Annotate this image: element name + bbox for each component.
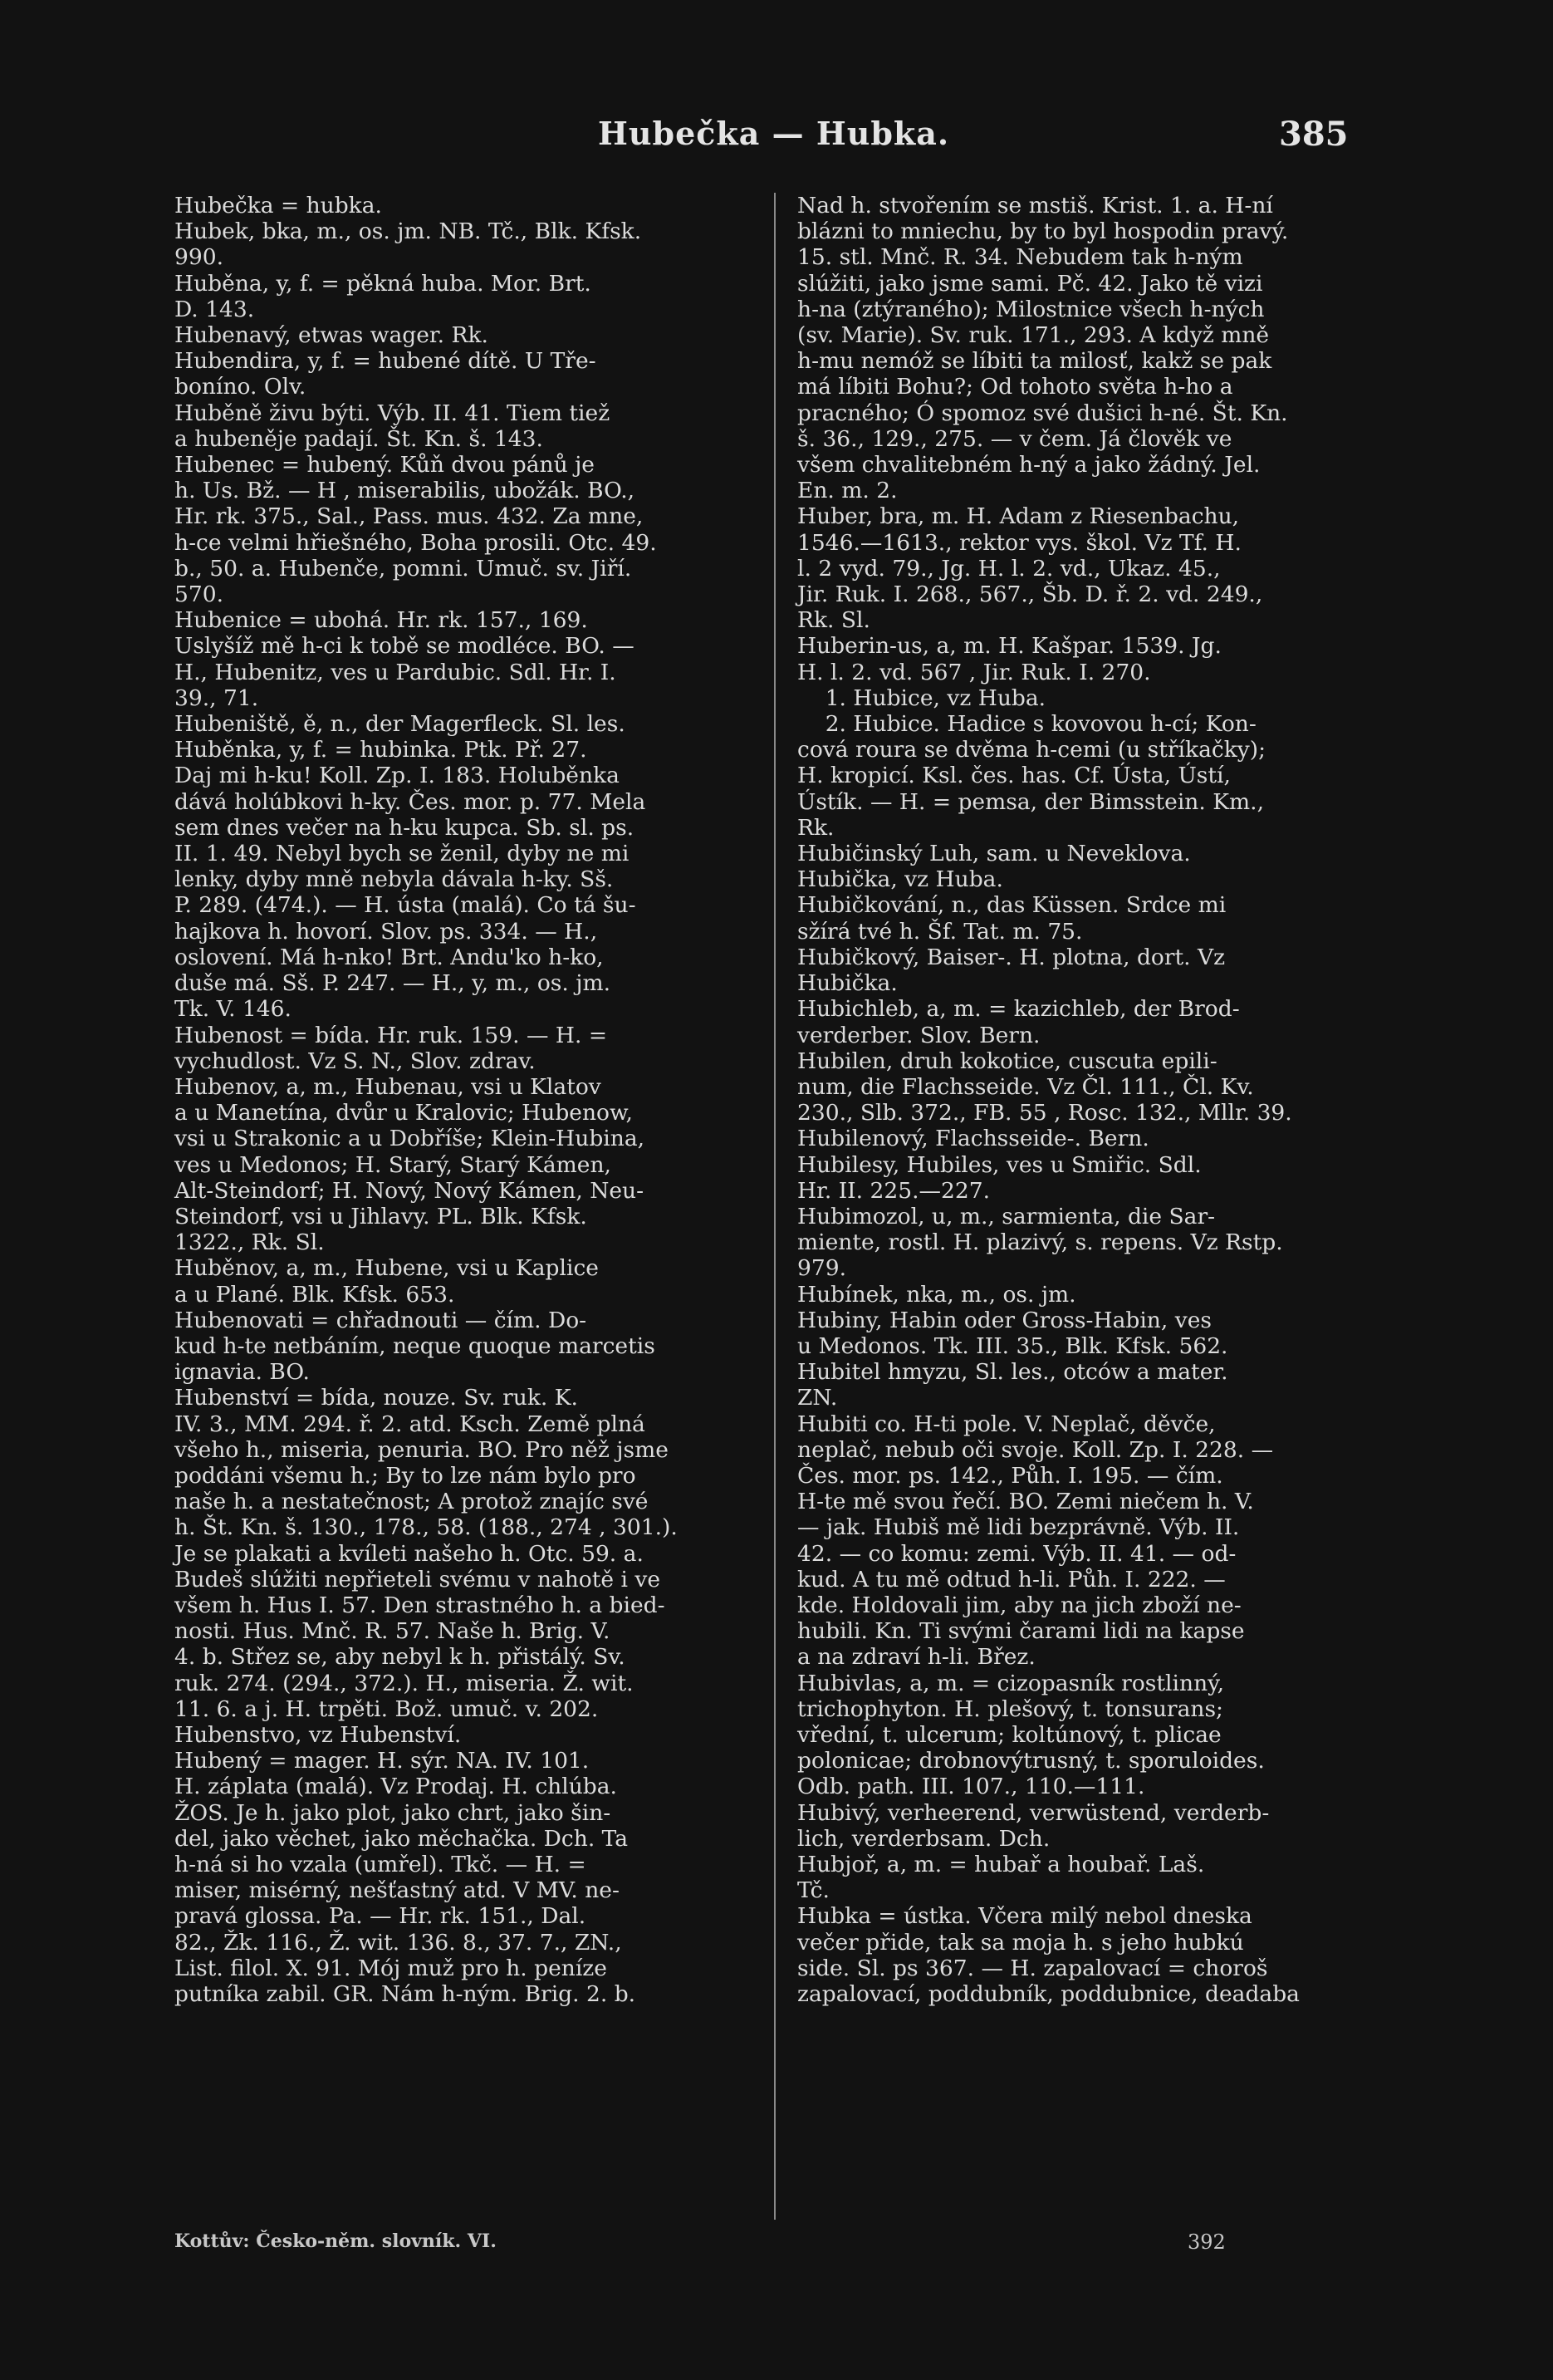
sheet-number: 392 bbox=[1188, 2230, 1226, 2254]
right-column bbox=[797, 193, 1362, 2007]
page-number: 385 bbox=[1279, 115, 1349, 154]
right-column-text: Nad h. stvořením se mstiš. Krist. 1. a. H-ní blázni to mniechu, by to byl hospodin pravý. 15. stl. Mnč. R. 34. Nebudem tak h-ným slúžiti, jako jsme sami. Pč. 42. Jako tě vizi h-na (ztýraného); Milostnice všech h-ných (sv. Marie). Sv. ruk. 171., 293. A když mně h-mu nemóž se líbiti ta milosť, kakž se pak má líbiti Bohu?; Od tohoto světa h-ho a pracného; Ó spomoz své dušici h-né. Št. Kn. š. 36., 129., 275. — v čem. Já člověk ve všem chvalitebném h-ný a jako žádný. Jel. En. m. 2. Huber, bra, m. H. Adam z Riesenbachu, 1546.—1613., rektor vys. škol. Vz Tf. H. l. 2 vyd. 79., Jg. H. l. 2. vd., Ukaz. 45., Jir. Ruk. I. 268., 567., Šb. D. ř. 2. vd. 249., Rk. Sl. Huberin-us, a, m. H. Kašpar. 1539. Jg. H. l. 2. vd. 567 , Jir. Ruk. I. 270. 1. Hubice, vz Huba. 2. Hubice. Hadice s kovovou h-cí; Kon- cová roura se dvěma h-cemi (u stříkačky); H. kropicí. Ksl. čes. has. Cf. Ústa, Ústí, Ústík. — H. = pemsa, der Bimsstein. Km., Rk. Hubičinský Luh, sam. u Neveklova. Hubička, vz Huba. Hubičkování, n., das Küssen. Srdce mi sžírá tvé h. Šf. Tat. m. 75. Hubičkový, Baiser-. H. plotna, dort. Vz Hubička. Hubichleb, a, m. = kazichleb, der Brod- verderber. Slov. Bern. Hubilen, druh kokotice, cuscuta epili- num, die Flachsseide. Vz Čl. 111., Čl. Kv. 230., Slb. 372., FB. 55 , Rosc. 132., Mllr. 39. Hubilenový, Flachsseide-. Bern. Hubilesy, Hubiles, ves u Smiřic. Sdl. Hr. II. 225.—227. Hubimozol, u, m., sarmienta, die Sar- miente, rostl. H. plazivý, s. repens. Vz Rstp. 979. Hubínek, nka, m., os. jm. Hubiny, Habin oder Gross-Habin, ves u Medonos. Tk. III. 35., Blk. Kfsk. 562. Hubitel hmyzu, Sl. les., otców a mater. ZN. Hubiti co. H-ti pole. V. Neplač, děvče, neplač, nebub oči svoje. Koll. Zp. I. 228. — Čes. mor. ps. 142., Půh. I. 195. — čím. H-te mě svou řečí. BO. Zemi niečem h. V. — jak. Hubiš mě lidi bezprávně. Výb. II. 42. — co komu: zemi. Výb. II. 41. — od- kud. A tu mě odtud h-li. Půh. I. 222. — kde. Holdovali jim, aby na jich zboží ne- hubili. Kn. Ti svými čarami lidi na kapse a na zdraví h-li. Břez. Hubivlas, a, m. = cizopasník rostlinný, trichophyton. H. plešový, t. tonsurans; vřední, t. ulcerum; koltúnový, t. plicae polonicae; drobnovýtrusný, t. sporuloides. Odb. path. III. 107., 110.—111. Hubivý, verheerend, verwüstend, verderb- lich, verderbsam. Dch. Hubjoř, a, m. = hubař a houbař. Laš. Tč. Hubka = ústka. Včera milý nebol dneska večer přide, tak sa moja h. s jeho hubkú side. Sl. ps 367. — H. zapalovací = choroš zapalovací, poddubník, poddubnice, deadaba bbox=[797, 193, 1300, 2008]
printer-signature: Kottův: Česko-něm. slovník. VI. bbox=[174, 2230, 497, 2252]
left-column bbox=[174, 193, 739, 2007]
left-column-text: Hubečka = hubka. Hubek, bka, m., os. jm. NB. Tč., Blk. Kfsk. 990. Huběna, y, f. = pěkná huba. Mor. Brt. D. 143. Hubenavý, etwas wager. Rk. Hubendira, y, f. = hubené dítě. U Tře- boníno. Olv. Huběně živu býti. Výb. II. 41. Tiem tiež a hubeněje padají. Št. Kn. š. 143. Hubenec = hubený. Kůň dvou pánů je h. Us. Bž. — H , miserabilis, ubožák. BO., Hr. rk. 375., Sal., Pass. mus. 432. Za mne, h-ce velmi hřiešného, Boha prosili. Otc. 49. b., 50. a. Hubenče, pomni. Umuč. sv. Jiří. 570. Hubenice = ubohá. Hr. rk. 157., 169. Uslyšíž mě h-ci k tobě se modléce. BO. — H., Hubenitz, ves u Pardubic. Sdl. Hr. I. 39., 71. Hubeniště, ě, n., der Magerfleck. Sl. les. Huběnka, y, f. = hubinka. Ptk. Př. 27. Daj mi h-ku! Koll. Zp. I. 183. Holuběnka dává holúbkovi h-ky. Čes. mor. p. 77. Mela sem dnes večer na h-ku kupca. Sb. sl. ps. II. 1. 49. Nebyl bych se ženil, dyby ne mi lenky, dyby mně nebyla dávala h-ky. Sš. P. 289. (474.). — H. ústa (malá). Co tá šu- hajkova h. hovorí. Slov. ps. 334. — H., oslovení. Má h-nko! Brt. Andu'ko h-ko, duše má. Sš. P. 247. — H., y, m., os. jm. Tk. V. 146. Hubenost = bída. Hr. ruk. 159. — H. = vychudlost. Vz S. N., Slov. zdrav. Hubenov, a, m., Hubenau, vsi u Klatov a u Manetína, dvůr u Kralovic; Hubenow, vsi u Strakonic a u Dobříše; Klein-Hubina, ves u Medonos; H. Starý, Starý Kámen, Alt-Steindorf; H. Nový, Nový Kámen, Neu- Steindorf, vsi u Jihlavy. PL. Blk. Kfsk. 1322., Rk. Sl. Huběnov, a, m., Hubene, vsi u Kaplice a u Plané. Blk. Kfsk. 653. Hubenovati = chřadnouti — čím. Do- kud h-te netbáním, neque quoque marcetis ignavia. BO. Hubenství = bída, nouze. Sv. ruk. K. IV. 3., MM. 294. ř. 2. atd. Ksch. Země plná všeho h., miseria, penuria. BO. Pro něž jsme poddáni všemu h.; By to lze nám bylo pro naše h. a nestatečnost; A protož znajíc své h. Št. Kn. š. 130., 178., 58. (188., 274 , 301.). Je se plakati a kvíleti našeho h. Otc. 59. a. Budeš slúžiti nepřieteli svému v nahotě i ve všem h. Hus I. 57. Den strastného h. a bied- nosti. Hus. Mnč. R. 57. Naše h. Brig. V. 4. b. Střez se, aby nebyl k h. přistálý. Sv. ruk. 274. (294., 372.). H., miseria. Ž. wit. 11. 6. a j. H. trpěti. Bož. umuč. v. 202. Hubenstvo, vz Hubenství. Hubený = mager. H. sýr. NA. IV. 101. H. záplata (malá). Vz Prodaj. H. chlúba. ŽOS. Je h. jako plot, jako chrt, jako šin- del, jako věchet, jako měchačka. Dch. Ta h-ná si ho vzala (umřel). Tkč. — H. = miser, misérný, nešťastný atd. V MV. ne- pravá glossa. Pa. — Hr. rk. 151., Dal. 82., Žk. 116., Ž. wit. 136. 8., 37. 7., ZN., List. filol. X. 91. Mój muž pro h. peníze putníka zabil. GR. Nám h-ným. Brig. 2. b. bbox=[174, 193, 678, 2008]
page-footer bbox=[0, 2230, 1553, 2264]
running-head: Hubečka — Hubka. bbox=[598, 115, 950, 152]
column-divider bbox=[774, 193, 776, 2220]
page-header bbox=[0, 115, 1553, 164]
